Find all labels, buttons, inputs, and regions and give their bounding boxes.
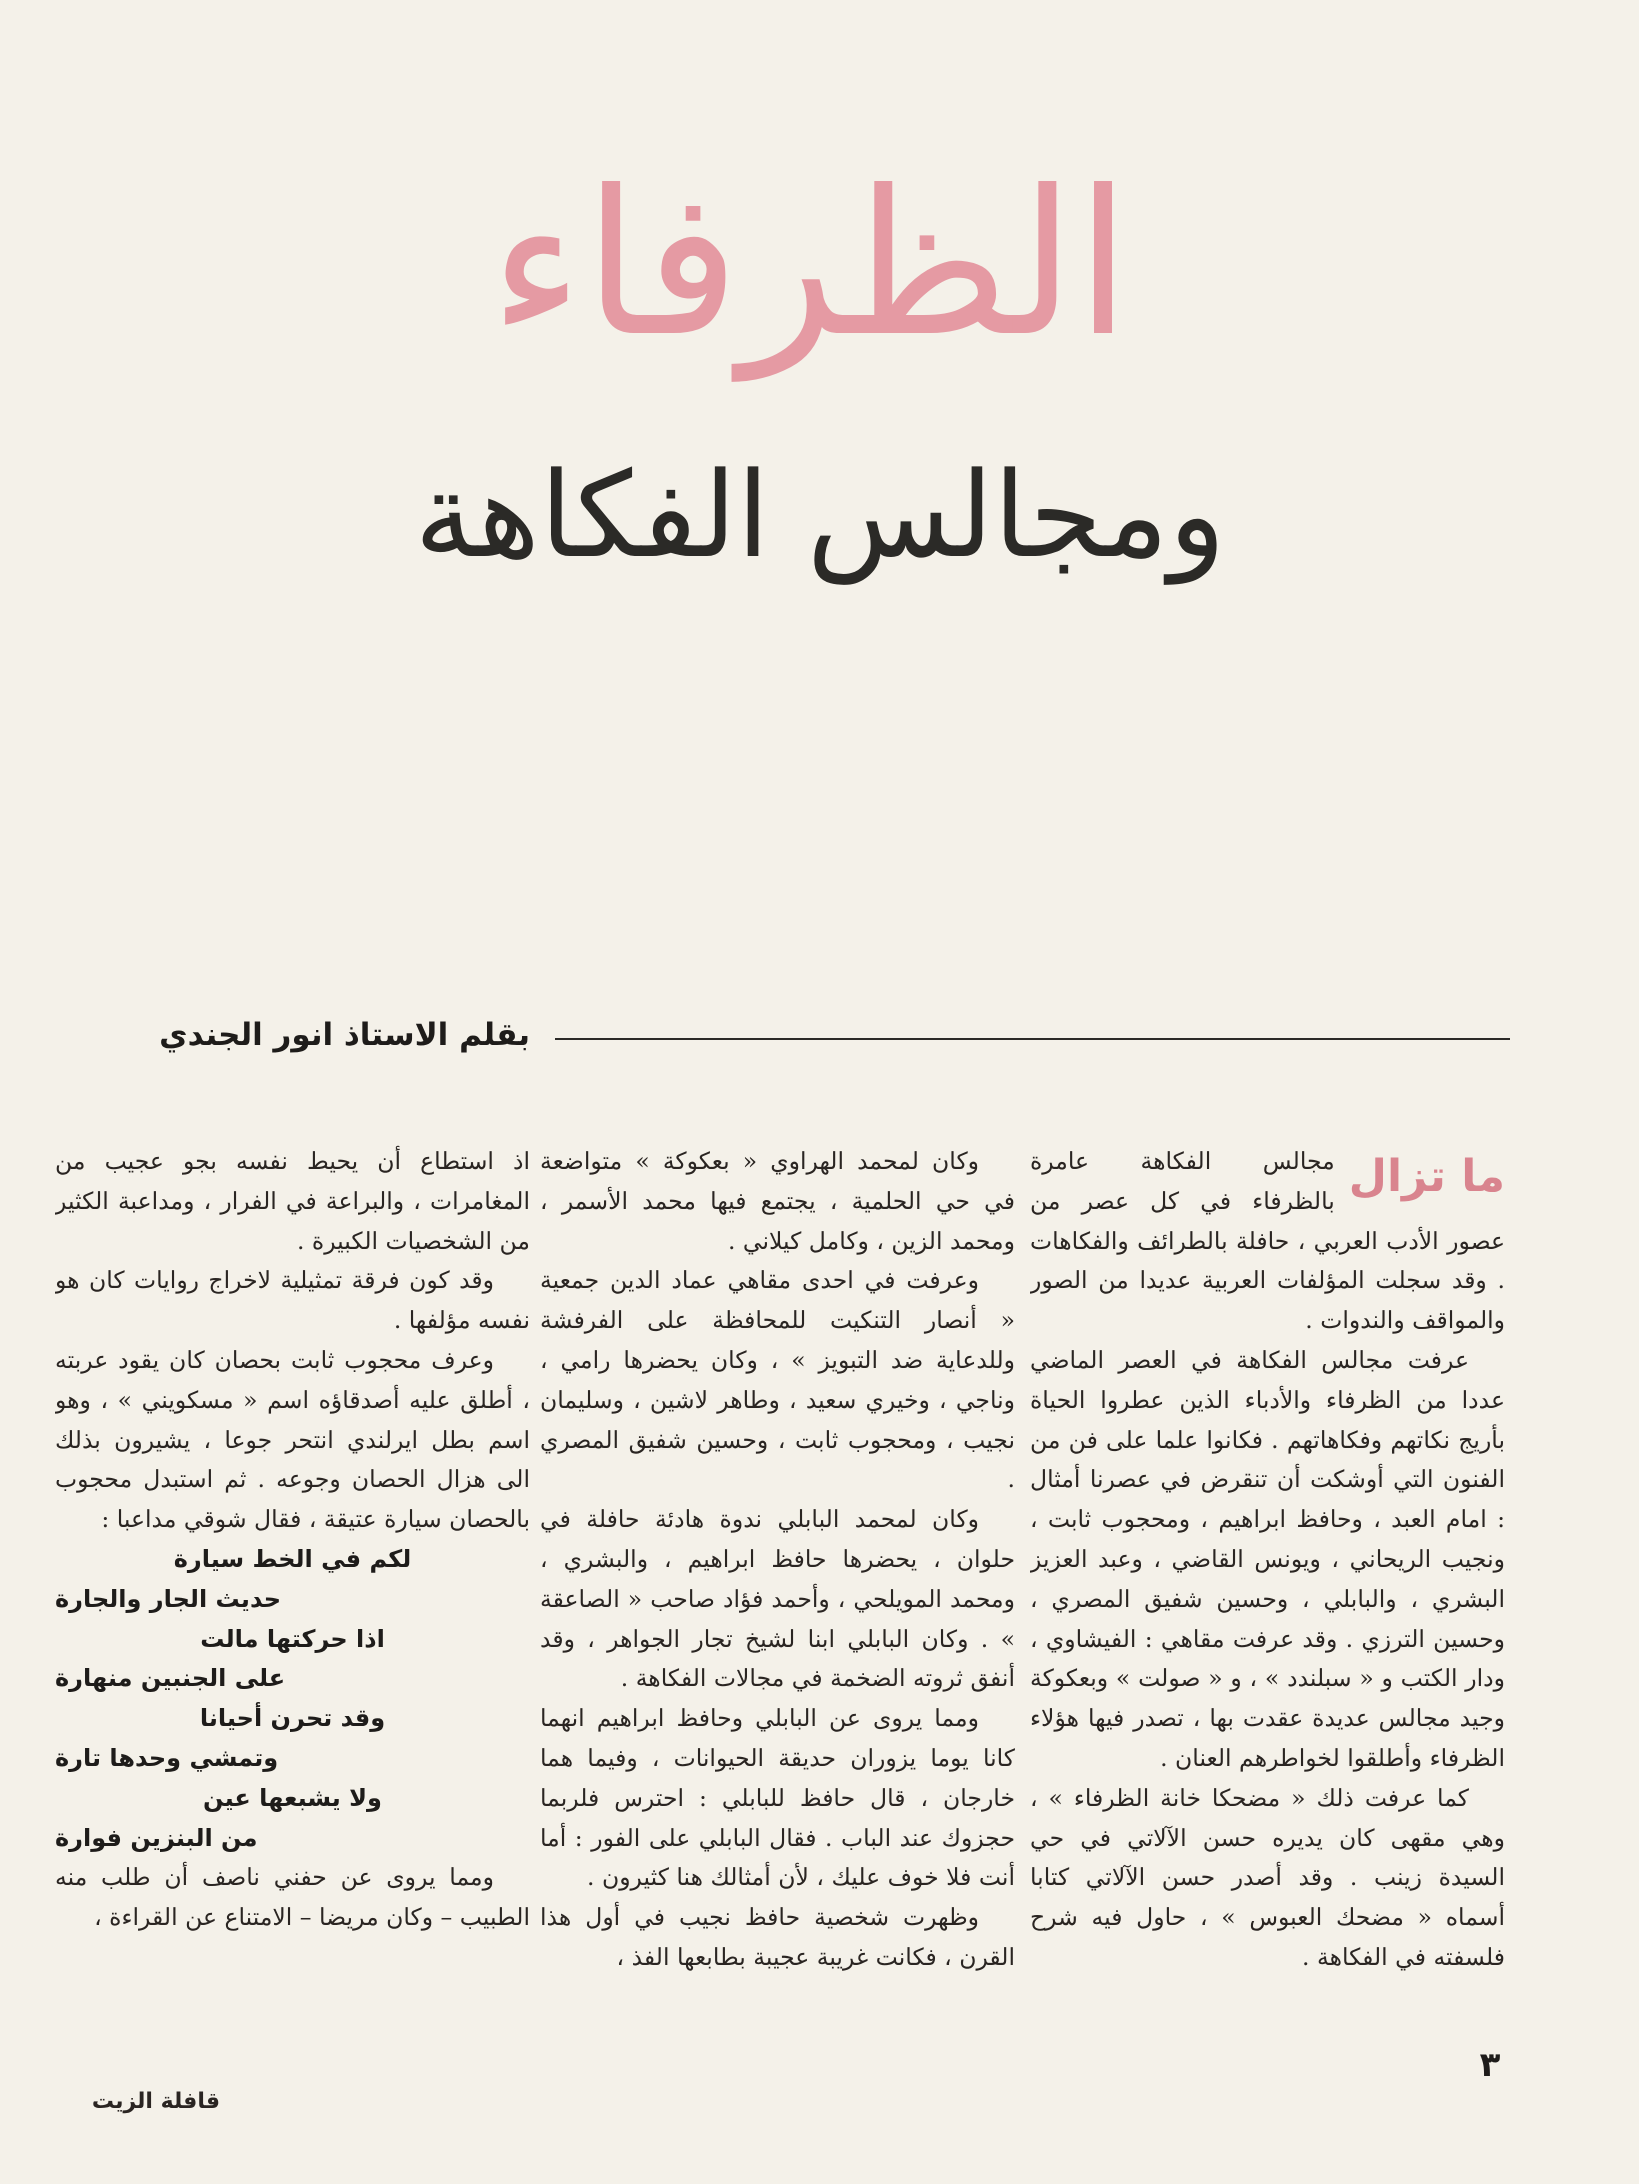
paragraph: وكان لمحمد الهراوي « بعكوكة » متواضعة في حي الحلمية ، يجتمع فيها محمد الأسمر ، ومحمد الزين ، وكامل كيلاني . <box>540 1147 1015 1255</box>
paragraph: كما عرفت ذلك « مضحكا خانة الظرفاء » ، وهي مقهى كان يديره حسن الآلاتي في حي السيدة زينب . وقد أصدر حسن الآلاتي كتابا أسماه « مضحك العبوس » ، حاول فيه شرح فلسفته في الفكاهة . <box>1030 1783 1505 1971</box>
poem-verse: وقد تحرن أحيانا <box>199 1704 386 1733</box>
poem-verse: ولا يشبعها عين <box>203 1783 382 1812</box>
paragraph: وكان لمحمد البابلي ندوة هادئة حافلة في حلوان ، يحضرها حافظ ابراهيم ، والبشري ، ومحمد المويلحي ، وأحمد فؤاد صاحب « الصاعقة » . وكان البابلي ابنا لشيخ تجار الجواهر ، وقد أنفق ثروته الضخمة في مجالات الفكاهة . <box>540 1505 1015 1693</box>
paragraph: وعرفت في احدى مقاهي عماد الدين جمعية « أنصار التنكيت للمحافظة على الفرفشة وللدعاية ضد التبويز » ، وكان يحضرها رامي ، وناجي ، وخيري سعيد ، وطاهر لاشين ، وسليمان نجيب ، ومحجوب ثابت ، وحسين شفيق المصري . <box>540 1266 1015 1494</box>
paragraph: مجالس الفكاهة عامرة بالظرفاء في كل عصر من عصور الأدب العربي ، حافلة بالطرائف والفكاهات . وقد سجلت المؤلفات العربية عديدا من الصور والمواقف والندوات . <box>1030 1147 1505 1335</box>
poem-verse: على الجنبين منهارة <box>55 1664 286 1693</box>
poem-verse: لكم في الخط سيارة <box>173 1544 412 1573</box>
byline-divider <box>555 1038 1510 1040</box>
poem-verse: حديث الجار والجارة <box>55 1584 282 1613</box>
paragraph: وظهرت شخصية حافظ نجيب في أول هذا القرن ، فكانت غريبة عجيبة بطابعها الفذ ، <box>540 1903 1015 1971</box>
paragraph: وعرف محجوب ثابت بحصان كان يقود عربته ، أطلق عليه أصدقاؤه اسم « مسكويني » ، وهو اسم بطل ايرلندي انتحر جوعا ، يشيرون بذلك الى هزال الحصان وجوعه . ثم استبدل محجوب بالحصان سيارة عتيقة ، فقال شوقي مداعبا : <box>55 1345 530 1534</box>
poem-verse: من البنزين فوارة <box>55 1823 258 1852</box>
author-byline: بقلم الاستاذ انور الجندي <box>159 1017 530 1053</box>
article-column-right <box>1030 1142 1505 2012</box>
magazine-name: قافلة الزيت <box>91 2089 220 2114</box>
paragraph: اذ استطاع أن يحيط نفسه بجو عجيب من المغامرات ، والبراعة في الفرار ، ومداعبة الكثير من الشخصيات الكبيرة . <box>55 1147 530 1255</box>
page-title: الظرفاء <box>489 148 1131 381</box>
paragraph: عرفت مجالس الفكاهة في العصر الماضي عددا من الظرفاء والأدباء الذين عطروا الحياة بأريج نكاتهم وفكاهاتهم . فكانوا علما على فن من الفنون التي أوشكت أن تنقرض في عصرنا أمثال : امام العبد ، وحافظ ابراهيم ، ومحجوب ثابت ، ونجيب الريحاني ، ويونس القاضي ، وعبد العزيز البشري ، والبابلي ، وحسين شفيق المصري ، وحسين الترزي . وقد عرفت مقاهي : الفيشاوي ، ودار الكتب و « سبلندد » ، و « صولت » وبعكوكة وجيد مجالس عديدة عقدت بها ، تصدر فيها هؤلاء الظرفاء وأطلقوا لخواطرهم العنان . <box>1030 1345 1505 1772</box>
article-column-middle <box>540 1142 1015 2012</box>
poem-verse: وتمشي وحدها تارة <box>55 1743 279 1772</box>
page-subtitle: ومجالس الفكاهة <box>414 446 1226 584</box>
paragraph: وقد كون فرقة تمثيلية لاخراج روايات كان هو نفسه مؤلفها . <box>55 1266 530 1335</box>
shawqi-poem <box>55 1540 530 1858</box>
opening-drop-word: ما تزال <box>1348 1151 1505 1202</box>
paragraph: ومما يروى عن حفني ناصف أن طلب منه الطبيب – وكان مريضا – الامتناع عن القراءة ، <box>55 1863 530 1932</box>
article-column-left <box>55 1142 530 2012</box>
poem-verse: اذا حركتها مالت <box>200 1624 385 1653</box>
paragraph: ومما يروى عن البابلي وحافظ ابراهيم انهما كانا يوما يزوران حديقة الحيوانات ، وفيما هما خارجان ، قال حافظ للبابلي : احترس فلربما حجزوك عند الباب . فقال البابلي على الفور : أما أنت فلا خوف عليك ، لأن أمثالك هنا كثيرون . <box>540 1704 1015 1892</box>
page-number: ٣ <box>1479 2045 1501 2085</box>
